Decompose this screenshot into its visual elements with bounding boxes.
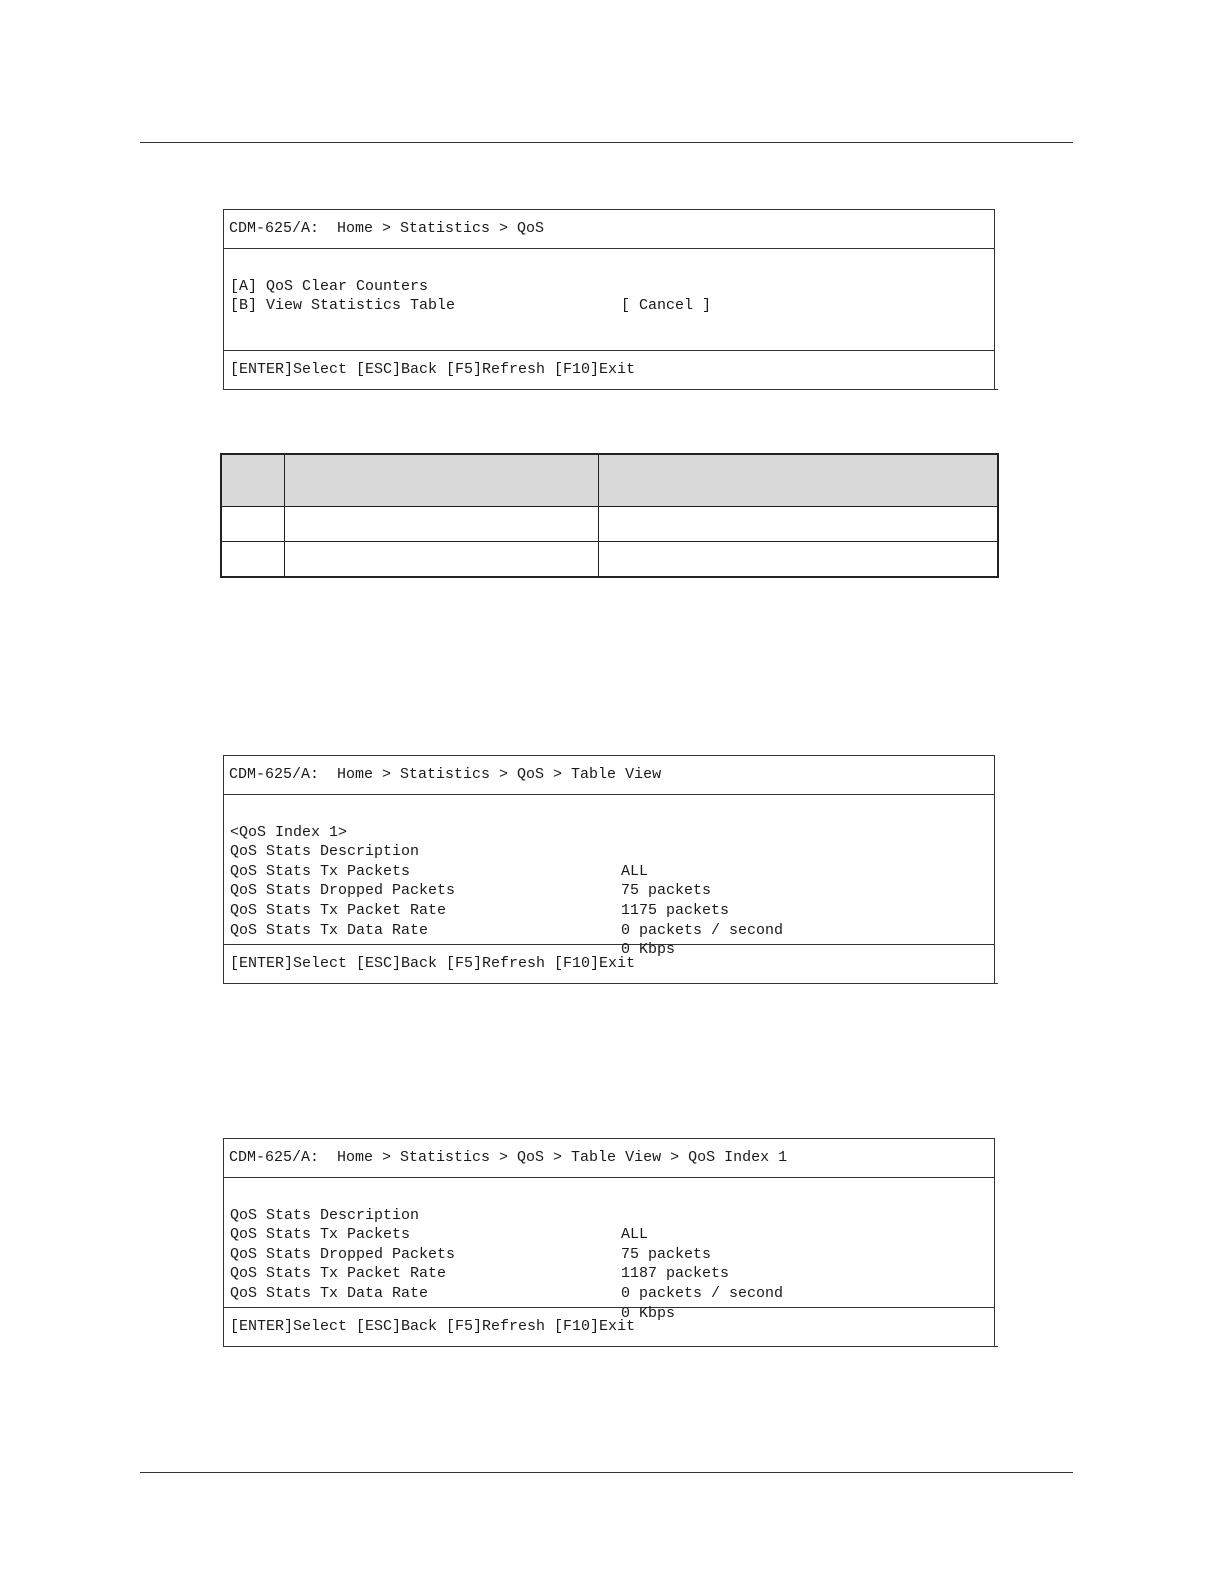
- qos-index-selector[interactable]: [230, 803, 994, 841]
- stat-label: QoS Stats Tx Packet Rate: [230, 901, 447, 919]
- stat-value: 0 packets / second: [621, 921, 784, 939]
- table-header-cell: [221, 454, 285, 507]
- menu-item-label: [A] QoS Clear Counters: [230, 277, 429, 295]
- screen-body: [224, 249, 994, 351]
- stat-value: 1187 packets: [621, 1265, 730, 1283]
- table-header-cell: [285, 454, 599, 507]
- stat-label: QoS Stats Description: [230, 843, 420, 861]
- bottom-rule: [140, 1472, 1073, 1473]
- screen-breadcrumb: CDM-625/A: Home > Statistics > QoS > Table View: [224, 756, 994, 795]
- stat-label: QoS Stats Tx Data Rate: [230, 921, 429, 939]
- stat-value: 1175 packets: [621, 901, 730, 919]
- table-header-cell: [599, 454, 999, 507]
- stat-value: 75 packets: [621, 1245, 712, 1263]
- stat-label: QoS Stats Dropped Packets: [230, 882, 456, 900]
- qos-menu-screen: [223, 209, 995, 390]
- stat-label: QoS Stats Tx Packets: [230, 862, 411, 880]
- top-rule: [140, 142, 1073, 143]
- stat-label: QoS Stats Tx Data Rate: [230, 1284, 429, 1302]
- blank-table: [220, 453, 999, 578]
- cancel-option[interactable]: [ Cancel ]: [621, 297, 712, 315]
- qos-index-label: <QoS Index 1>: [230, 823, 348, 841]
- table-cell: [221, 507, 285, 542]
- key-hint-footer: [ENTER]Select [ESC]Back [F5]Refresh [F10]Exit: [224, 945, 998, 984]
- stat-label: QoS Stats Tx Packet Rate: [230, 1265, 447, 1283]
- stat-label: QoS Stats Description: [230, 1206, 420, 1224]
- stat-value: 75 packets: [621, 882, 712, 900]
- table-cell: [285, 507, 599, 542]
- qos-table-view-screen: [223, 755, 995, 984]
- table-row: [221, 507, 998, 542]
- table-cell: [285, 542, 599, 578]
- screen-breadcrumb: CDM-625/A: Home > Statistics > QoS > Table View > QoS Index 1: [224, 1139, 994, 1178]
- screen-breadcrumb: CDM-625/A: Home > Statistics > QoS: [224, 210, 994, 249]
- stat-value: 0 Kbps: [621, 941, 676, 959]
- stat-label: QoS Stats Dropped Packets: [230, 1245, 456, 1263]
- table-cell: [599, 507, 999, 542]
- stat-value: ALL: [621, 1226, 649, 1244]
- table-row: [221, 542, 998, 578]
- qos-index-detail-screen: [223, 1138, 995, 1347]
- menu-item-label: [B] View Statistics Table: [230, 297, 456, 315]
- table-cell: [221, 542, 285, 578]
- table-header-row: [221, 454, 998, 507]
- key-hint-footer: [ENTER]Select [ESC]Back [F5]Refresh [F10]Exit: [224, 351, 998, 390]
- stat-value: 0 packets / second: [621, 1284, 784, 1302]
- stat-label: QoS Stats Tx Packets: [230, 1226, 411, 1244]
- screen-body: [224, 795, 994, 959]
- stat-value: ALL: [621, 862, 649, 880]
- key-hint-footer: [ENTER]Select [ESC]Back [F5]Refresh [F10]Exit: [224, 1308, 998, 1347]
- stat-value: 0 Kbps: [621, 1304, 676, 1322]
- table-cell: [599, 542, 999, 578]
- screen-body: [224, 1178, 994, 1322]
